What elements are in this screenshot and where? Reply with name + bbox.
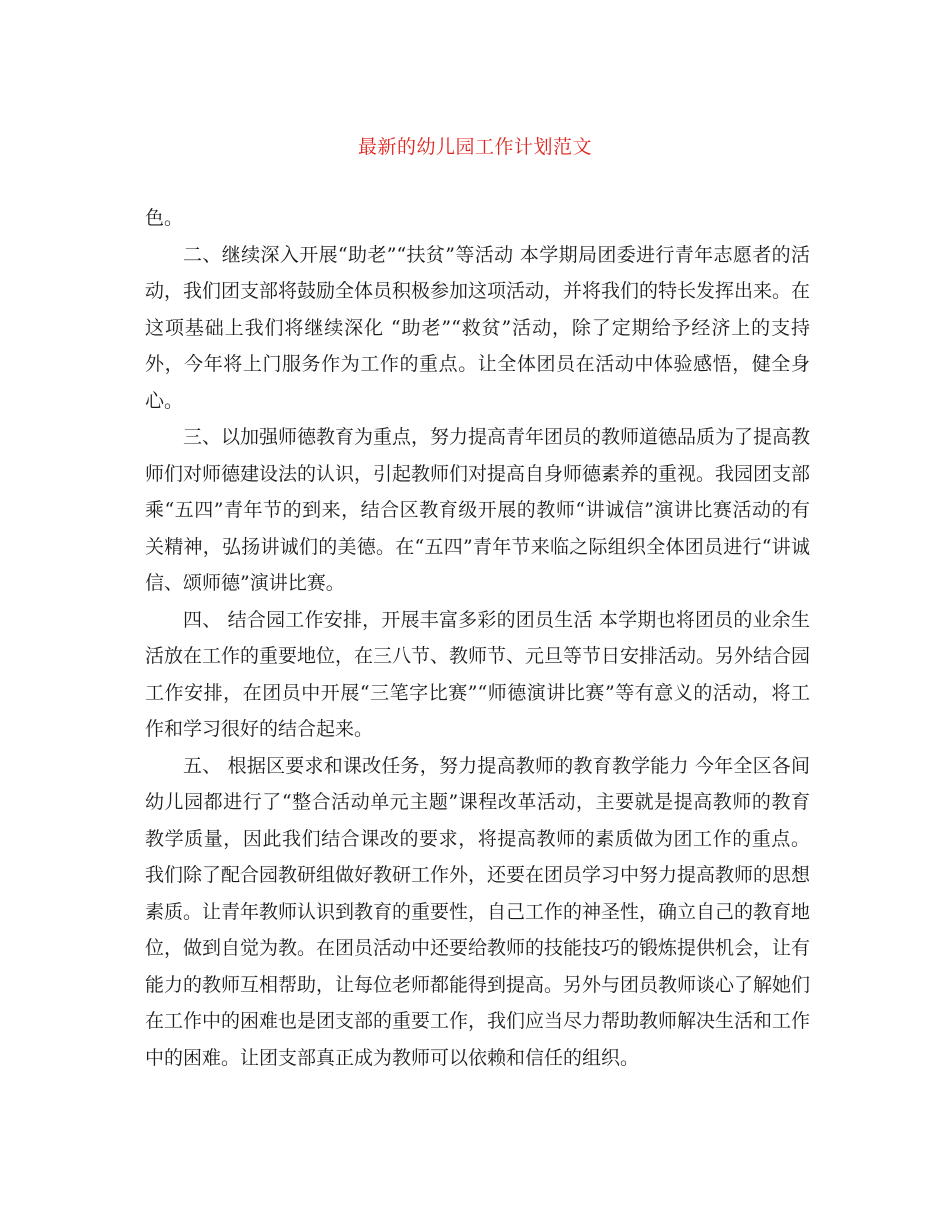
document-title: 最新的幼儿园工作计划范文 (357, 136, 592, 158)
paragraph-continuation: 色。 (145, 207, 184, 229)
paragraph-section-5: 五、 根据区要求和课改任务，努力提高教师的教育教学能力 今年全区各间幼儿园都进行了“整合活动单元主题”课程改革活动，主要就是提高教师的教育教学质量，因此我们结合课改的要求，将提高教师的素质做为团工作的重点。 我们除了配合园教研组做好教研工作外，还要在团员学习中努力提高教师的思想素质。让青年教师认识到教育的重要性，自己工作的神圣性，确立自己的教育地位，做到自觉为教。在团员活动中还要给教师的技能技巧的锻炼提供机会，让有能力的教师互相帮助，让每位老师都能得到提高。另外与团员教师谈心了解她们在工作中的困难也是团支部的重要工作，我们应当尽力帮助教师解决生活和工作中的困难。让团支部真正成为教师可以依赖和信任的组织。 (145, 754, 811, 1069)
document-body (145, 200, 810, 1076)
paragraph-section-3: 三、以加强师德教育为重点，努力提高青年团员的教师道德品质为了提高教师们对师德建设法的认识，引起教师们对提高自身师德素养的重视。我园团支部乘“五四”青年节的到来，结合区教育级开展的教师“讲诚信”演讲比赛活动的有关精神，弘扬讲诚们的美德。在“五四”青年节来临之际组织全体团员进行“讲诚信、颂师德”演讲比赛。 (145, 426, 811, 594)
paragraph-section-2: 二、继续深入开展“助老”“扶贫”等活动 本学期局团委进行青年志愿者的活动，我们团支部将鼓励全体员积极参加这项活动，并将我们的特长发挥出来。在这项基础上我们将继续深化 “助老”“救贫”活动，除了定期给予经济上的支持外，今年将上门服务作为工作的重点。让全体团员在活动中体验感悟，健全身心。 (145, 243, 811, 412)
paragraph-section-4: 四、 结合园工作安排，开展丰富多彩的团员生活 本学期也将团员的业余生活放在工作的重要地位，在三八节、教师节、元旦等节日安排活动。另外结合园工作安排，在团员中开展“三笔字比赛”“师德演讲比赛”等有意义的活动，将工作和学习很好的结合起来。 (145, 608, 811, 740)
